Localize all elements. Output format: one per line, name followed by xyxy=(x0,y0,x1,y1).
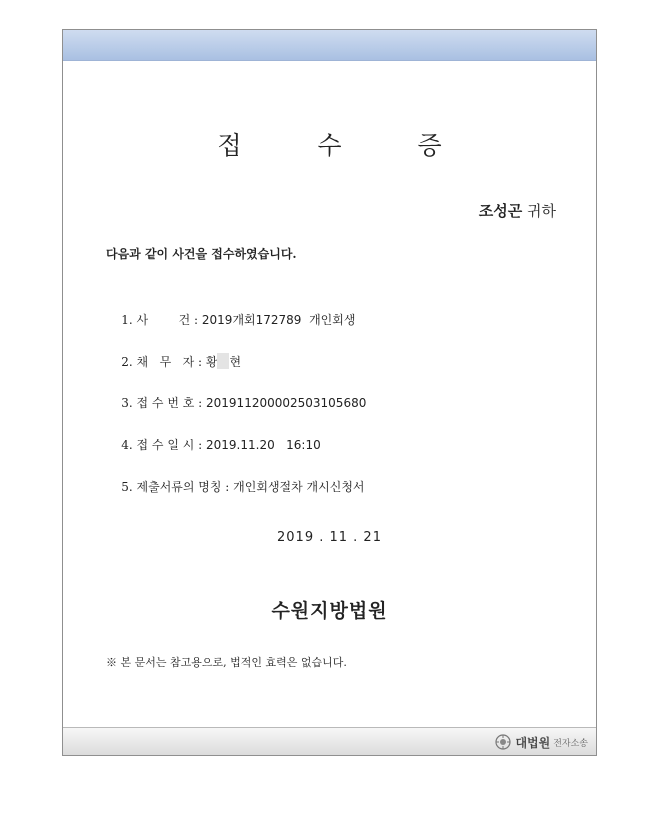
redaction-mask xyxy=(217,353,229,369)
court-name: 수원지방법원 xyxy=(271,600,388,622)
document-footer-bar xyxy=(63,727,596,755)
document-frame xyxy=(62,29,597,756)
field-value: 2019.11.20 16:10 xyxy=(206,438,321,452)
field-value-suffix: 현 xyxy=(229,355,242,369)
disclaimer-note: ※ 본 문서는 참고용으로, 법적인 효력은 없습니다. xyxy=(106,656,347,669)
recipient xyxy=(479,200,556,221)
intro-text: 다음과 같이 사건을 접수하였습니다. xyxy=(106,247,297,261)
document-header-bar xyxy=(63,30,596,61)
field-receipt-number xyxy=(106,380,366,425)
field-value: 2019개회172789 개인회생 xyxy=(201,313,356,327)
court-emblem-icon xyxy=(494,733,512,751)
field-document-name xyxy=(106,464,365,509)
field-receipt-datetime xyxy=(106,422,321,467)
document-title: 접 수 증 xyxy=(217,131,476,160)
field-value-prefix: 황 xyxy=(205,355,218,369)
logo-main-text: 대법원 xyxy=(515,735,551,750)
recipient-suffix: 귀하 xyxy=(522,202,556,220)
field-debtor xyxy=(106,339,241,384)
field-value: 20191120000250310568​0 xyxy=(206,396,367,410)
issue-date: 2019 . 11 . 21 xyxy=(277,530,382,545)
logo-sub-text: 전자소송 xyxy=(553,738,588,749)
field-label: 4. 접 수 일 시 : xyxy=(121,438,207,452)
field-label: 1. 사 건 : xyxy=(121,313,202,327)
field-label: 2. 채 무 자 : xyxy=(121,355,206,369)
field-label: 3. 접 수 번 호 : xyxy=(121,396,207,410)
field-label: 5. 제출서류의 명칭 : xyxy=(121,480,234,494)
court-logo xyxy=(494,733,588,751)
field-value: 개인회생절차 개시신청서 xyxy=(233,480,365,494)
recipient-name: 조성곤 xyxy=(478,202,523,220)
field-case xyxy=(106,297,355,342)
